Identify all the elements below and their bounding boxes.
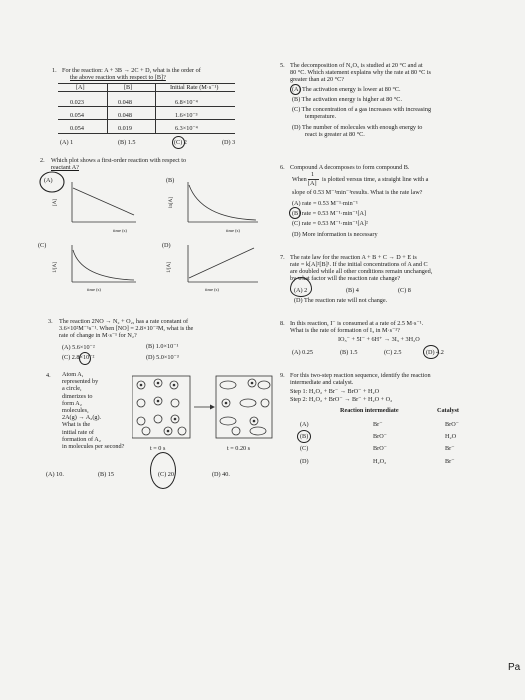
q3-number: 3. (48, 318, 53, 325)
q4-choice-a[interactable]: (A) 10. (46, 471, 64, 478)
q2-prompt-2: reactant A? (51, 164, 79, 171)
q1-choice-d[interactable]: (D) 3 (222, 139, 236, 146)
q6-frac-den: [A] (308, 180, 317, 187)
q4-line: What is the (62, 421, 91, 429)
q8-line2: What is the rate of formation of I₃ in M·s⁻¹? (290, 327, 400, 334)
q1-number: 1. (52, 67, 57, 74)
box-t0 (132, 376, 190, 438)
q2-xlabel-d: time (s) (205, 287, 219, 292)
q2-number: 2. (40, 157, 45, 164)
q2-ylabel-a: [A] (52, 199, 58, 206)
plot-a (40, 172, 136, 222)
q9-line1: For this two-step reaction sequence, identify the reaction (290, 372, 431, 379)
q4-text (62, 371, 134, 450)
q6-choice-c[interactable]: (C) rate = 0.53 M⁻¹·min⁻¹[A]² (292, 220, 368, 227)
q7-choice-a[interactable]: (A) 2 (294, 287, 308, 294)
q8-choice-d[interactable]: (D) 4.2 (426, 349, 444, 356)
q1-cell: 6.3×10⁻⁴ (175, 125, 198, 132)
q1-cell: 0.054 (70, 125, 84, 132)
q5-line1: The decomposition of N₂O₅ is studied at 20 °C and at (290, 62, 423, 69)
q3-line2: 3.6×10²M⁻¹s⁻¹. When [NO] = 2.8×10⁻²M, what is the (59, 325, 194, 332)
q4-number: 4. (46, 372, 51, 379)
q5-choice-d-cont: react is greater at 80 °C. (305, 131, 365, 138)
q1-header-a: [A] (76, 84, 85, 91)
q2-ylabel-b: ln[A] (168, 197, 174, 208)
q6-line1: Compound A decomposes to form compound B. (290, 164, 410, 171)
q9-row-catalyst: H₂O (445, 433, 457, 440)
q9-row-catalyst: Br⁻ (445, 445, 455, 452)
q5-choice-d[interactable]: (D) The number of molecules with enough energy to (292, 124, 423, 131)
q2-xlabel-a: time (s) (113, 228, 127, 233)
q5-choice-c-cont: temperature. (305, 113, 337, 120)
q2-label-d[interactable]: (D) (162, 242, 171, 249)
answer-mark-circle (290, 84, 301, 95)
q9-row-label[interactable]: (D) (300, 458, 309, 465)
q4-t1-label: t = 0.20 s (227, 445, 251, 452)
q3-choice-b[interactable]: (B) 1.0×10⁻¹ (146, 343, 179, 350)
q1-prompt: For the reaction: A + 3B → 2C + D, what is the order of (62, 67, 201, 74)
q6-line2b: is plotted versus time, a straight line with a (322, 176, 429, 183)
q9-row-label[interactable]: (C) (300, 445, 309, 452)
q1-choice-a[interactable]: (A) 1 (60, 139, 74, 146)
q8-equation: IO₃⁻ + 5I⁻ + 6H⁺ → 3I₃ + 3H₂O (338, 336, 420, 343)
q4-line: molecules, (62, 407, 89, 415)
q9-step1: Step 1: H₂O₂ + Br⁻ → BrO⁻ + H₂O (290, 388, 380, 395)
q5-choice-a[interactable]: (A) The activation energy is lower at 80 °C. (292, 86, 401, 93)
q7-line4: by what factor will the reaction rate change? (290, 275, 401, 282)
q3-choice-d[interactable]: (D) 5.0×10⁻³ (146, 354, 179, 361)
q5-choice-c[interactable]: (C) The concentration of a gas increases with increasing (292, 106, 432, 113)
q1-cell: 0.023 (70, 99, 84, 106)
answer-mark-circle (297, 430, 311, 443)
q6-frac-num: 1 (311, 171, 315, 178)
q5-line3: greater than at 20 °C? (290, 76, 345, 83)
q6-choice-a[interactable]: (A) rate = 0.53 M⁻¹·min⁻¹ (292, 200, 358, 207)
q9-row-label[interactable]: (A) (300, 421, 309, 428)
box-t020 (216, 376, 272, 438)
q4-choice-c[interactable]: (C) 20. (158, 471, 176, 478)
q3-choice-a[interactable]: (A) 5.6×10⁻² (62, 344, 95, 351)
answer-mark-circle (79, 352, 91, 365)
answer-mark-circle (172, 136, 185, 149)
plot-d (188, 245, 258, 282)
q7-line1: The rate law for the reaction A + B + C → D + E is (290, 254, 417, 261)
q9-row-intermediate: BrO⁻ (373, 445, 387, 452)
q9-row-intermediate: H₂O₂ (373, 458, 387, 465)
q8-line1: In this reaction, I⁻ is consumed at a rate of 2.5 M·s⁻¹. (290, 320, 424, 327)
q2-label-a[interactable]: (A) (44, 177, 53, 184)
q4-line: formation of A₂ (62, 435, 101, 443)
q1-header-rate: Initial Rate (M·s⁻¹) (170, 84, 219, 91)
q7-line2: rate = k[A]²[B]¹. If the initial concentrations of A and C (290, 261, 428, 268)
q4-line: in molecules per second? (62, 443, 125, 451)
q5-choice-b[interactable]: (B) The activation energy is higher at 80 °C. (292, 96, 402, 103)
q1-cell: 1.6×10⁻³ (175, 112, 198, 119)
q4-choice-d[interactable]: (D) 40. (212, 471, 230, 478)
q8-choice-a[interactable]: (A) 0.25 (292, 349, 313, 356)
q7-line3: are doubled while all other conditions remain unchanged, (290, 268, 433, 275)
q6-when: When (292, 176, 307, 183)
q2-label-b[interactable]: (B) (166, 177, 175, 184)
answer-mark-circle (290, 277, 312, 297)
q1-prompt-2: the above reaction with respect to [B]? (70, 74, 166, 81)
q1-cell: 0.048 (118, 112, 132, 119)
q4-line: form A₂ (62, 399, 82, 407)
q2-prompt: Which plot shows a first-order reaction with respect to (51, 157, 187, 164)
q5-line2: 80 °C. Which statement explains why the rate at 80 °C is (290, 69, 431, 76)
q3-choice-c[interactable]: (C) 2.8×10⁻² (62, 354, 95, 361)
q4-line: dimerizes to (62, 392, 93, 400)
q7-choice-c[interactable]: (C) 8 (398, 287, 411, 294)
q2-ylabel-c: 1/[A] (52, 262, 58, 273)
q1-cell: 6.8×10⁻⁴ (175, 99, 198, 106)
answer-mark-circle (423, 345, 439, 359)
q7-choice-b[interactable]: (B) 4 (346, 287, 359, 294)
q4-molecule-diagram (132, 373, 274, 453)
q2-xlabel-b: time (s) (226, 228, 240, 233)
q6-choice-d[interactable]: (D) More information is necessary (292, 231, 378, 238)
plot-b (188, 182, 258, 222)
q9-col-intermediate: Reaction intermediate (340, 407, 399, 414)
q4-line: 2A(g) → A₂(g). (62, 414, 102, 422)
q9-col-catalyst: Catalyst (437, 407, 459, 414)
q2-ylabel-d: 1/[A] (166, 262, 172, 273)
q9-row-catalyst: Br⁻ (445, 458, 455, 465)
q6-number: 6. (280, 164, 285, 171)
q3-line3: rate of change in M·s⁻¹ for N₂? (59, 332, 137, 339)
q9-number: 9. (280, 372, 285, 379)
page-number-label: Pa (508, 662, 521, 673)
q1-cell: 0.019 (118, 125, 132, 132)
q6-choice-b[interactable]: (B) rate = 0.53 M⁻¹·min⁻¹[A] (292, 210, 367, 217)
q1-cell: 0.048 (118, 99, 132, 106)
q5-number: 5. (280, 62, 285, 69)
q8-choice-b[interactable]: (B) 1.5 (340, 349, 358, 356)
q4-line: Atom A, (62, 371, 84, 378)
q9-row-intermediate: Br⁻ (373, 421, 383, 428)
q9-row-catalyst: BrO⁻ (445, 421, 459, 428)
q6-line3: slope of 0.53 M⁻¹min⁻¹results. What is the rate law? (292, 189, 423, 196)
q4-line: initial rate of (62, 428, 94, 436)
q9-row-intermediate: BrO⁻ (373, 433, 387, 440)
q2-xlabel-c: time (s) (87, 287, 101, 292)
q8-number: 8. (280, 320, 285, 327)
q9-step2: Step 2: H₂O₂ + BrO⁻ → Br⁻ + H₂O + O₂ (290, 396, 393, 403)
q9-line2: intermediate and catalyst. (290, 379, 354, 386)
answer-mark-circle (289, 207, 301, 219)
q4-t0-label: t = 0 s (150, 445, 166, 452)
q2-label-c[interactable]: (C) (38, 242, 47, 249)
q4-choice-b[interactable]: (B) 15 (98, 471, 114, 478)
q1-choice-b[interactable]: (B) 1.5 (118, 139, 136, 146)
q9-row-label[interactable]: (B) (300, 433, 309, 440)
q1-cell: 0.054 (70, 112, 84, 119)
q7-number: 7. (280, 254, 285, 261)
q3-line1: The reaction 2NO → N₂ + O₂, has a rate constant of (59, 318, 189, 325)
q4-line: a circle, (62, 385, 82, 393)
plot-c (72, 245, 136, 282)
q8-choice-c[interactable]: (C) 2.5 (384, 349, 402, 356)
answer-mark-circle (150, 452, 176, 489)
q1-header-b: [B] (124, 84, 133, 91)
q4-line: represented by (62, 378, 99, 386)
q7-choice-d[interactable]: (D) The reaction rate will not change. (294, 297, 388, 304)
q1-choice-c[interactable]: (C) 2 (174, 139, 187, 146)
